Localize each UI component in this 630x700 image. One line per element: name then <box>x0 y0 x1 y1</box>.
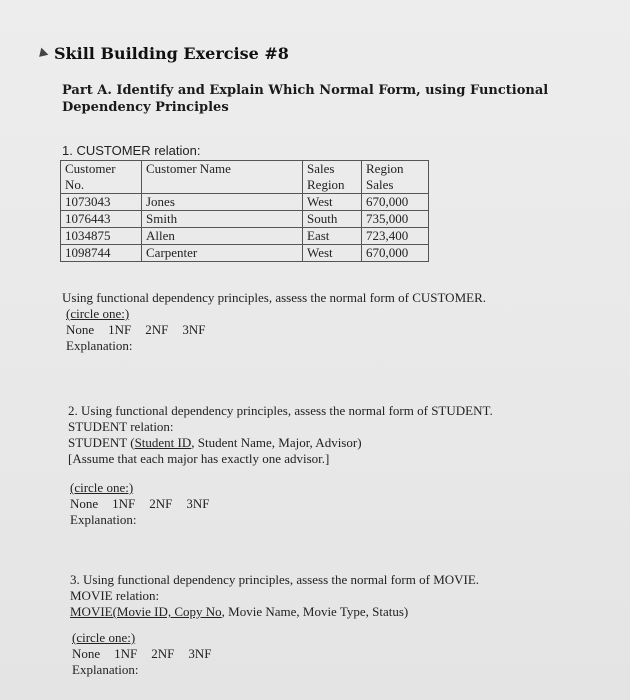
q1-circle-instruction: (circle one:) <box>66 306 130 321</box>
q2-relation-prefix: STUDENT ( <box>68 435 135 450</box>
cell-customer-name: Carpenter <box>142 245 303 262</box>
table-row <box>61 194 429 211</box>
cell-region-sales: 723,400 <box>362 228 429 245</box>
option-2nf[interactable]: 2NF <box>149 496 173 511</box>
cell-customer-no: 1098744 <box>61 245 142 262</box>
part-a-title: Part A. Identify and Explain Which Normal Form, using Functional Dependency Principles <box>62 83 549 115</box>
cell-customer-no: 1076443 <box>61 211 142 228</box>
option-3nf[interactable]: 3NF <box>188 646 212 661</box>
heading-text: Skill Building Exercise #8 <box>54 44 289 63</box>
option-2nf[interactable]: 2NF <box>151 646 175 661</box>
q3-circle-instruction: (circle one:) <box>72 630 136 645</box>
cell-region-sales: 735,000 <box>362 211 429 228</box>
q2-options <box>70 496 224 512</box>
header-sales-region: Sales Region <box>303 161 362 194</box>
header-customer-no: Customer No. <box>61 161 142 194</box>
collapse-triangle-icon[interactable] <box>36 47 49 60</box>
table-header-row <box>61 161 429 194</box>
table-row <box>61 228 429 245</box>
customer-table <box>60 160 429 262</box>
option-1nf[interactable]: 1NF <box>108 322 132 337</box>
exercise-heading[interactable] <box>38 44 289 63</box>
option-none[interactable]: None <box>70 496 99 511</box>
cell-customer-no: 1073043 <box>61 194 142 211</box>
header-customer-name: Customer Name <box>142 161 303 194</box>
cell-customer-name: Smith <box>142 211 303 228</box>
q3-options <box>72 646 226 662</box>
option-1nf[interactable]: 1NF <box>112 496 136 511</box>
q3-primary-key: MOVIE(Movie ID, Copy No <box>70 604 222 619</box>
cell-customer-name: Jones <box>142 194 303 211</box>
cell-sales-region: West <box>303 194 362 211</box>
q2-primary-key: Student ID <box>134 435 192 450</box>
option-none[interactable]: None <box>72 646 101 661</box>
q1-prompt: Using functional dependency principles, assess the normal form of CUSTOMER. <box>62 290 486 305</box>
cell-sales-region: South <box>303 211 362 228</box>
q2-prompt: 2. Using functional dependency principles, assess the normal form of STUDENT. <box>68 403 493 418</box>
q3-relation-attributes: , Movie Name, Movie Type, Status) <box>221 604 409 619</box>
cell-customer-no: 1034875 <box>61 228 142 245</box>
q3-relation-label: MOVIE relation: <box>70 588 160 603</box>
table-row <box>61 211 429 228</box>
q3-prompt: 3. Using functional dependency principles, assess the normal form of MOVIE. <box>70 572 480 587</box>
q2-relation-attributes: , Student Name, Major, Advisor) <box>191 435 362 450</box>
q1-options <box>66 322 220 338</box>
q3-explanation: Explanation: <box>72 662 139 677</box>
cell-sales-region: East <box>303 228 362 245</box>
q1-label: 1. CUSTOMER relation: <box>62 143 201 158</box>
table-row <box>61 245 429 262</box>
option-3nf[interactable]: 3NF <box>182 322 206 337</box>
cell-region-sales: 670,000 <box>362 245 429 262</box>
cell-region-sales: 670,000 <box>362 194 429 211</box>
header-region-sales: Region Sales <box>362 161 429 194</box>
option-none[interactable]: None <box>66 322 95 337</box>
option-1nf[interactable]: 1NF <box>114 646 138 661</box>
q2-relation-schema <box>68 435 362 451</box>
q2-assumption: [Assume that each major has exactly one advisor.] <box>68 451 330 466</box>
option-2nf[interactable]: 2NF <box>145 322 169 337</box>
q1-explanation: Explanation: <box>66 338 133 353</box>
option-3nf[interactable]: 3NF <box>186 496 210 511</box>
q2-explanation: Explanation: <box>70 512 137 527</box>
cell-customer-name: Allen <box>142 228 303 245</box>
q2-relation-label: STUDENT relation: <box>68 419 174 434</box>
q3-relation-schema <box>70 604 408 620</box>
q2-circle-instruction: (circle one:) <box>70 480 134 495</box>
cell-sales-region: West <box>303 245 362 262</box>
